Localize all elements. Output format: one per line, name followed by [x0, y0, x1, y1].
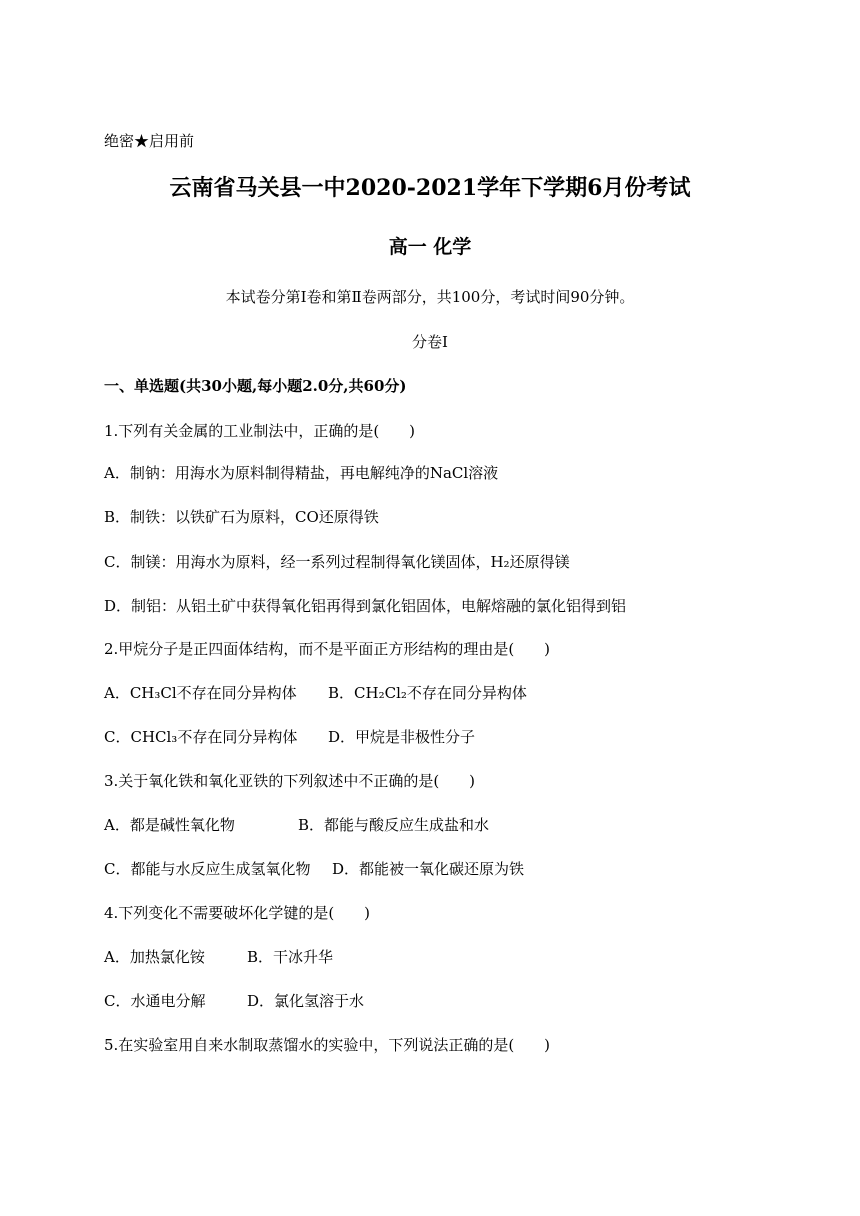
part-label: 分卷I: [412, 333, 448, 351]
question-1-option-c: C．制镁：用海水为原料，经一系列过程制得氧化镁固体，H₂还原得镁: [104, 553, 570, 571]
exam-title: 云南省马关县一中2020-2021学年下学期6月份考试: [169, 175, 691, 201]
question-4-option-a: A．加热氯化铵: [104, 948, 205, 966]
question-5-stem: 5.在实验室用自来水制取蒸馏水的实验中，下列说法正确的是( ): [104, 1036, 551, 1054]
question-4-options-row-2: [104, 991, 364, 1011]
question-2-option-d: D．甲烷是非极性分子: [328, 728, 476, 746]
question-3-option-b: B．都能与酸反应生成盐和水: [298, 816, 490, 834]
question-3-options-row-2: [104, 859, 524, 879]
question-4-option-b: B．干冰升华: [247, 948, 334, 966]
section-heading: 一、单选题(共30小题,每小题2.0分,共60分): [104, 377, 407, 395]
question-1-option-b: B．制铁：以铁矿石为原料，CO还原得铁: [104, 508, 379, 526]
question-4-option-c: C．水通电分解: [104, 992, 206, 1010]
question-3-option-a: A．都是碱性氧化物: [104, 816, 235, 834]
question-3-options-row-1: [104, 815, 489, 835]
question-1-option-d: D．制铝：从铝土矿中获得氧化铝再得到氯化铝固体，电解熔融的氯化铝得到铝: [104, 597, 627, 615]
secret-mark: 绝密★启用前: [104, 132, 195, 150]
question-1-stem: 1.下列有关金属的工业制法中，正确的是( ): [104, 422, 416, 440]
question-3-stem: 3.关于氧化铁和氧化亚铁的下列叙述中不正确的是( ): [104, 772, 476, 790]
question-4-option-d: D．氯化氢溶于水: [247, 992, 365, 1010]
exam-subtitle: 高一 化学: [388, 236, 472, 258]
question-2-options-row-1: [104, 683, 527, 703]
exam-note: 本试卷分第Ⅰ卷和第Ⅱ卷两部分，共100分，考试时间90分钟。: [225, 288, 635, 306]
question-2-option-c: C．CHCl₃不存在同分异构体: [104, 728, 298, 746]
question-3-option-d: D．都能被一氧化碳还原为铁: [332, 860, 525, 878]
question-2-option-b: B．CH₂Cl₂不存在同分异构体: [328, 684, 527, 702]
question-1-option-a: A．制钠：用海水为原料制得精盐，再电解纯净的NaCl溶液: [104, 464, 499, 482]
question-2-option-a: A．CH₃Cl不存在同分异构体: [104, 684, 297, 702]
question-4-stem: 4.下列变化不需要破坏化学键的是( ): [104, 904, 371, 922]
question-3-option-c: C．都能与水反应生成氢氧化物: [104, 860, 311, 878]
question-2-stem: 2.甲烷分子是正四面体结构，而不是平面正方形结构的理由是( ): [104, 640, 551, 658]
question-2-options-row-2: [104, 727, 475, 747]
question-4-options-row-1: [104, 947, 333, 967]
